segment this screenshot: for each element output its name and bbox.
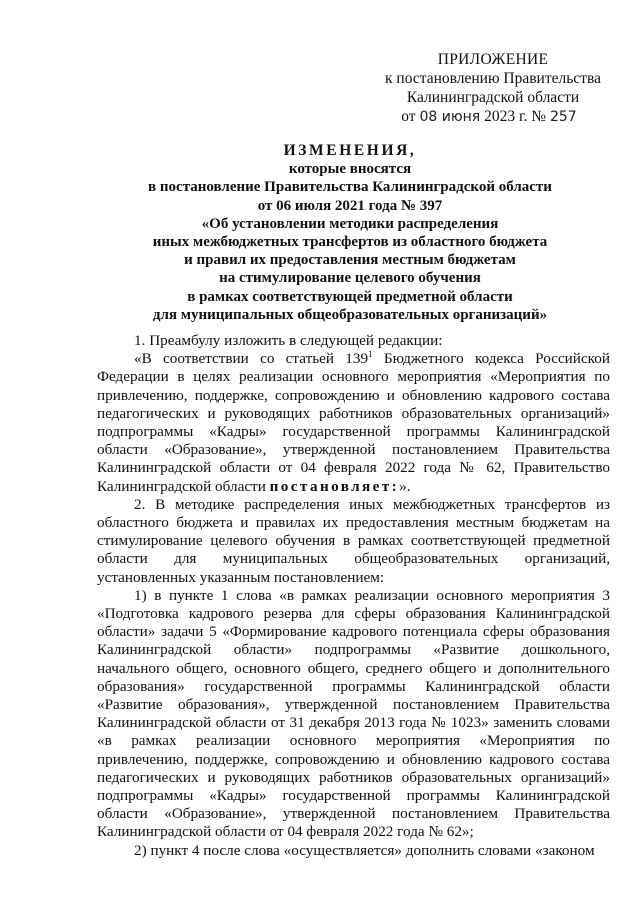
superscript-1: 1 bbox=[368, 349, 373, 360]
date-handwritten: 08 июня bbox=[419, 109, 481, 125]
paragraph-5: 2) пункт 4 после слова «осуществляется» дополнить словами «законом bbox=[134, 841, 595, 859]
date-year: 2023 г. № bbox=[484, 108, 547, 125]
appendix-line-2: Калининградской области bbox=[406, 89, 580, 106]
document-heading bbox=[90, 142, 610, 324]
date-prefix: от bbox=[401, 108, 416, 125]
heading-line: в постановление Правительства Калининградской области bbox=[148, 179, 552, 196]
paragraph-2-text: Бюджетного кодекса Российской Федерации в целях реализации основного мероприятия «Мероприятия по привлечению, поддержке, сопровождению и обновлению кадрового состава педагогических и руководящих работников образовательных организаций» подпрограммы «Кадры» государственной программы Калининградской области «Образование», утвержденной постановлением Правительства Калининградской области от 04 февраля 2022 года № 62, Правительство Калининградской области bbox=[97, 350, 611, 495]
heading-line: от 06 июля 2021 года № 397 bbox=[257, 197, 443, 214]
heading-line: на стимулирование целевого обучения bbox=[219, 270, 481, 287]
heading-line: «Об установлении методики распределения bbox=[201, 215, 499, 232]
appendix-date bbox=[374, 107, 604, 127]
heading-line: в рамках соответствующей предметной области bbox=[187, 288, 513, 305]
paragraph-1: 1. Преамбулу изложить в следующей редакции: bbox=[134, 332, 443, 349]
appendix-title: ПРИЛОЖЕНИЕ bbox=[437, 51, 549, 68]
heading-line: и правил их предоставления местным бюджетам bbox=[184, 252, 516, 269]
resolves-word: постановляет: bbox=[269, 477, 400, 495]
appendix-block bbox=[378, 50, 608, 127]
paragraph-2 bbox=[97, 350, 610, 496]
paragraph-4: 1) в пункте 1 слова «в рамках реализации основного мероприятия 3 «Подготовка кадрового резерва для сферы образования Калининградской области» задачи 5 «Формирование кадрового потенциала сферы образования Калининградской области» подпрограммы «Развитие дошкольного, начального общего, основного общего, среднего общего и дополнительного образования» государственной программы Калининградской области «Развитие образования», утвержденной постановлением Правительства Калининградской области от 31 декабря 2013 года № 1023» заменить словами «в рамках реализации основного мероприятия «Мероприятия по привлечению, поддержке, сопровождению и обновлению кадрового состава педагогических и руководящих работников образовательных организаций» подпрограммы «Кадры» государственной программы Калининградской области «Образование», утвержденной постановлением Правительства Калининградской области от 04 февраля 2022 года № 62»; bbox=[97, 586, 610, 841]
document-number-handwritten: 257 bbox=[549, 109, 577, 125]
heading-line: которые вносятся bbox=[288, 161, 412, 178]
paragraph-3: 2. В методике распределения иных межбюджетных трансфертов из областного бюджета и правилах их предоставления местным бюджетам на стимулирование целевого обучения в рамках соответствующей предметной области для муниципальных общеобразовательных организаций, установленных указанным постановлением: bbox=[97, 495, 610, 586]
document-body bbox=[97, 332, 610, 860]
heading-line: иных межбюджетных трансфертов из областного бюджета bbox=[152, 234, 548, 251]
paragraph-2-start: «В соответствии со статьей 139 bbox=[134, 350, 369, 368]
paragraph-2-end: ». bbox=[399, 477, 411, 495]
heading-line: для муниципальных общеобразовательных организаций» bbox=[152, 306, 548, 323]
heading-title: ИЗМЕНЕНИЯ, bbox=[283, 142, 417, 159]
appendix-line-1: к постановлению Правительства bbox=[385, 70, 601, 87]
